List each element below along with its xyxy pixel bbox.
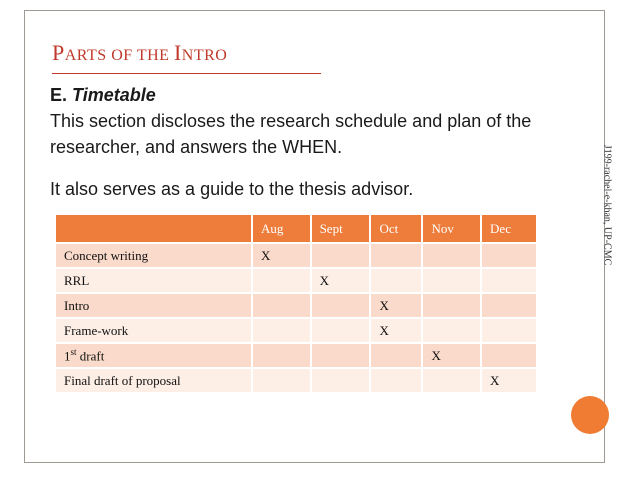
task-cell: RRL xyxy=(55,268,252,293)
subtitle-letter: E. xyxy=(50,85,68,105)
timetable xyxy=(54,213,538,394)
mark-cell xyxy=(311,318,371,343)
mark-cell xyxy=(481,343,537,368)
table-row xyxy=(55,368,537,393)
title-rest: ARTS OF THE xyxy=(64,47,174,64)
mark-cell xyxy=(422,243,481,268)
mark-cell xyxy=(481,318,537,343)
task-cell: Final draft of proposal xyxy=(55,368,252,393)
mark-cell: X xyxy=(481,368,537,393)
mark-cell xyxy=(370,243,422,268)
mark-cell: X xyxy=(252,243,311,268)
task-cell: Intro xyxy=(55,293,252,318)
mark-cell xyxy=(252,268,311,293)
mark-cell xyxy=(370,343,422,368)
title-rest: NTRO xyxy=(181,47,228,64)
task-cell: Concept writing xyxy=(55,243,252,268)
side-note xyxy=(600,90,614,320)
timetable-header-row xyxy=(55,214,537,243)
header-cell: Nov xyxy=(422,214,481,243)
section-subtitle xyxy=(50,82,590,108)
mark-cell: X xyxy=(370,293,422,318)
mark-cell xyxy=(481,243,537,268)
mark-cell xyxy=(311,293,371,318)
title-initial: I xyxy=(173,40,182,65)
mark-cell xyxy=(252,318,311,343)
title-initial: P xyxy=(52,40,65,65)
mark-cell xyxy=(311,343,371,368)
decorative-circle xyxy=(571,396,609,434)
task-cell: 1st draft xyxy=(55,343,252,368)
mark-cell xyxy=(422,318,481,343)
table-row xyxy=(55,318,537,343)
side-note-text: J199-rachel-e-khan, UP-CMC xyxy=(601,144,613,266)
table-row xyxy=(55,268,537,293)
mark-cell xyxy=(252,293,311,318)
task-cell: Frame-work xyxy=(55,318,252,343)
table-row xyxy=(55,343,537,368)
mark-cell: X xyxy=(311,268,371,293)
mark-cell xyxy=(311,243,371,268)
table-row xyxy=(55,293,537,318)
mark-cell xyxy=(422,368,481,393)
title-underline xyxy=(52,73,321,74)
mark-cell xyxy=(481,293,537,318)
header-cell: Oct xyxy=(370,214,422,243)
slide-body xyxy=(50,82,590,202)
mark-cell xyxy=(252,368,311,393)
mark-cell xyxy=(370,268,422,293)
mark-cell xyxy=(252,343,311,368)
paragraph-description: This section discloses the research schedule and plan of the researcher, and answers the WHEN. xyxy=(50,111,532,157)
slide-title xyxy=(52,40,227,66)
mark-cell xyxy=(311,368,371,393)
mark-cell: X xyxy=(370,318,422,343)
table-row xyxy=(55,243,537,268)
mark-cell xyxy=(422,268,481,293)
subtitle-word: Timetable xyxy=(72,85,156,105)
header-cell: Dec xyxy=(481,214,537,243)
mark-cell xyxy=(422,293,481,318)
header-cell: Sept xyxy=(311,214,371,243)
mark-cell: X xyxy=(422,343,481,368)
paragraph-guide: It also serves as a guide to the thesis advisor. xyxy=(50,179,414,199)
mark-cell xyxy=(370,368,422,393)
mark-cell xyxy=(481,268,537,293)
header-cell xyxy=(55,214,252,243)
header-cell: Aug xyxy=(252,214,311,243)
